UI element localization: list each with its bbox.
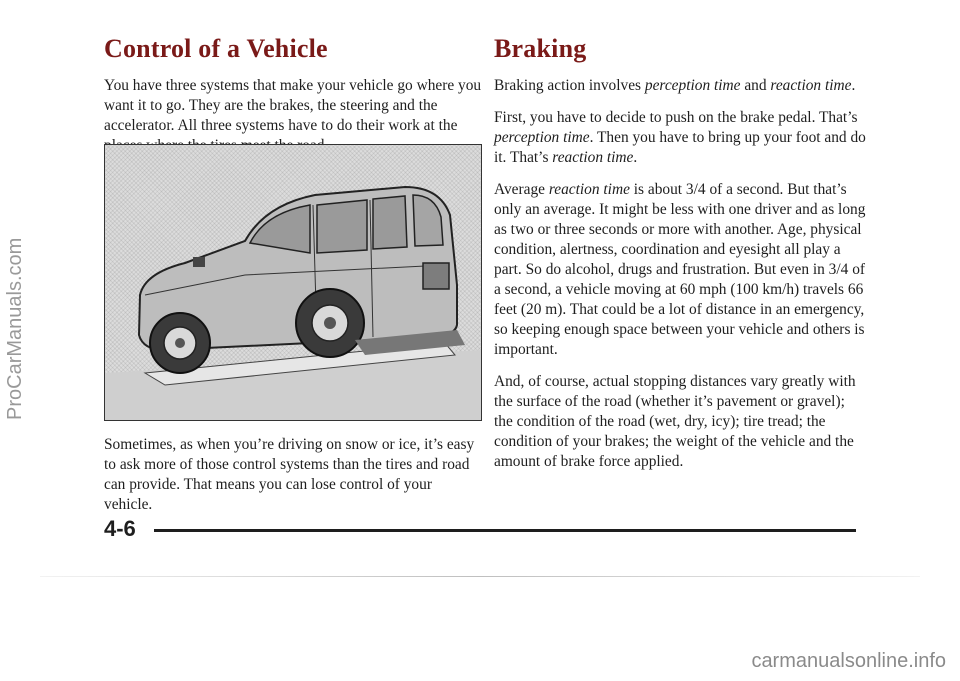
text-run: . Then you have to bring up your foot and do it. That’s <box>494 129 866 166</box>
braking-paragraph-4: And, of course, actual stopping distances vary greatly with the surface of the road (whether it’s pavement or gravel); the condition of the road (wet, dry, icy); tire tread; the condition of your brakes; the weight of the vehicle and the amount of brake force applied. <box>494 373 856 470</box>
bottom-watermark: carmanualsonline.info <box>751 650 946 672</box>
text-run: First, you have to decide to push on the brake pedal. That’s <box>494 109 858 126</box>
braking-paragraph-2 <box>494 108 866 168</box>
right-column <box>494 34 866 484</box>
emphasis-reaction-time: reaction time <box>770 77 852 94</box>
control-paragraph-1: You have three systems that make your vehicle go where you want it to go. They are the brakes, the steering and the accelerator. All three systems have to do their work at the <box>104 77 482 134</box>
side-watermark: ProCarManuals.com <box>4 237 26 420</box>
section-title-braking: Braking <box>494 34 587 63</box>
text-run: and <box>740 77 771 94</box>
text-run: Average <box>494 181 549 198</box>
braking-paragraph-1 <box>494 76 866 96</box>
emphasis-perception-time: perception time <box>494 129 590 146</box>
text-run: Braking action involves <box>494 77 645 94</box>
text-run: . <box>851 77 856 94</box>
braking-paragraph-3 <box>494 180 866 360</box>
control-paragraph-2: Sometimes, as when you’re driving on snow or ice, it’s easy to ask more of those control systems than the tires and road can provide. That means you can lose control of your vehicle. <box>104 436 475 513</box>
minivan-drawing <box>105 145 481 420</box>
scan-artifact-line <box>40 576 920 577</box>
section-title-control: Control of a Vehicle <box>104 34 328 63</box>
left-bottom-text <box>104 435 484 527</box>
text-run: is about 3/4 of a second. But that’s only an average. It might be less with one driver and as long as two or three seconds or more with another. Age, physical condition, alertness, coordination and eyesight all play a part. So do alcohol, drugs and frustration. But even in 3/4 of a second, a vehicle moving at 60 mph (100 km/h) travels 66 feet (20 m). That could be a lot of distance in an emergency, so keeping enough space between your vehicle and others is important. <box>494 181 866 358</box>
text-run: . <box>633 149 638 166</box>
emphasis-reaction-time: reaction time <box>552 149 634 166</box>
minivan-illustration <box>104 144 482 421</box>
emphasis-reaction-time: reaction time <box>548 181 630 198</box>
emphasis-perception-time: perception time <box>644 77 741 94</box>
page-number: 4-6 <box>104 516 136 541</box>
footer-rule <box>154 529 856 532</box>
